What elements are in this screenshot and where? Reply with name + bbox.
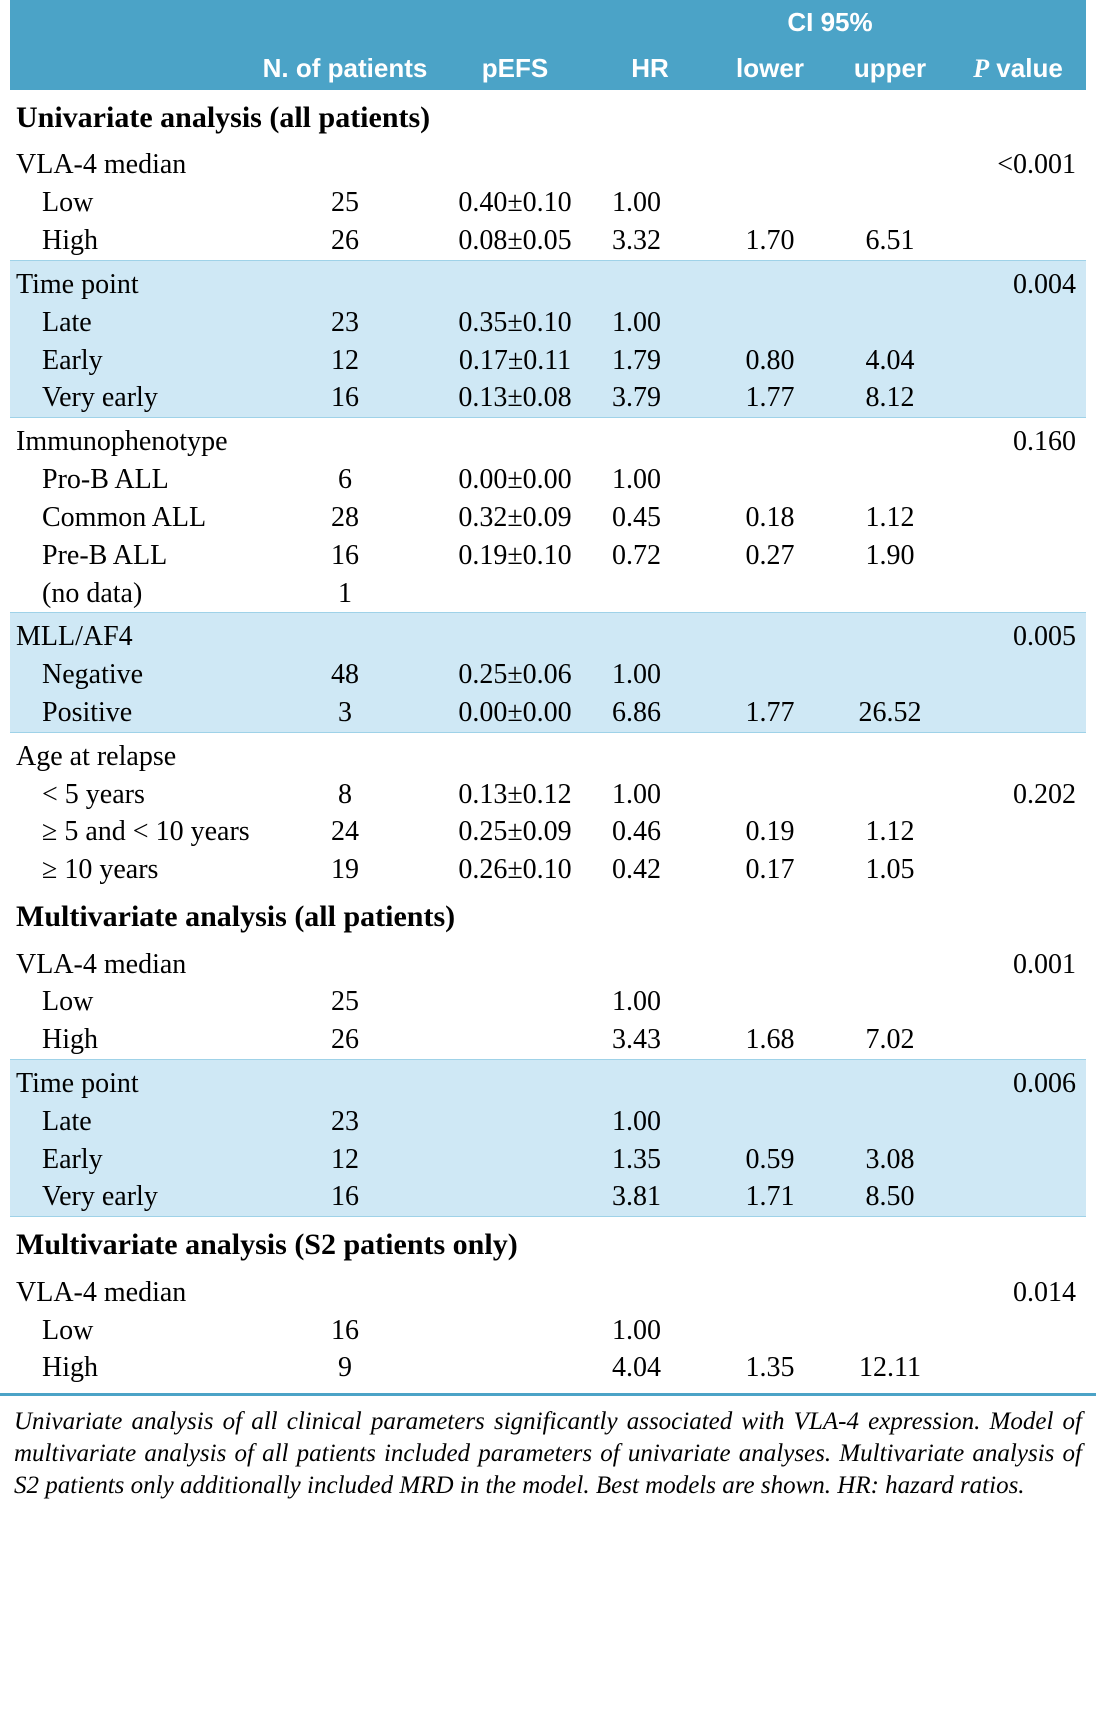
row-hr: 6.86 bbox=[590, 694, 710, 732]
group-p-value: <0.001 bbox=[997, 149, 1076, 181]
row-pefs: 0.08±0.05 bbox=[458, 225, 572, 257]
row-n-patients: 23 bbox=[250, 304, 440, 342]
table-row bbox=[10, 537, 1086, 575]
row-ci-lower: 1.68 bbox=[745, 1024, 795, 1056]
row-ci-lower bbox=[710, 304, 830, 342]
header-col-ci-lower: lower bbox=[710, 40, 830, 90]
row-p-value bbox=[950, 694, 1086, 732]
group-p-value bbox=[950, 732, 1086, 775]
row-ci-lower bbox=[710, 575, 830, 613]
row-label: Pro-B ALL bbox=[42, 464, 169, 496]
header-blank-n bbox=[250, 0, 440, 40]
row-n-patients: 16 bbox=[331, 539, 359, 571]
row-label: Late bbox=[10, 1103, 250, 1141]
row-pefs bbox=[440, 1349, 590, 1387]
header-blank-hr bbox=[590, 0, 710, 40]
row-p-value bbox=[950, 379, 1086, 417]
header-blank-pefs bbox=[440, 0, 590, 40]
group-ci-lower bbox=[710, 941, 830, 984]
header-row-columns bbox=[10, 40, 1086, 90]
row-n-patients: 1 bbox=[338, 577, 352, 609]
row-ci-upper bbox=[830, 575, 950, 613]
header-ci-group: CI 95% bbox=[710, 0, 950, 40]
row-label: Low bbox=[42, 187, 94, 219]
group-hr bbox=[590, 141, 710, 184]
row-pefs: 0.25±0.06 bbox=[440, 656, 590, 694]
table-row bbox=[10, 1021, 1086, 1059]
row-n-patients: 8 bbox=[338, 778, 352, 810]
group-pefs bbox=[440, 941, 590, 984]
row-p-value bbox=[950, 461, 1086, 499]
row-hr: 1.00 bbox=[590, 304, 710, 342]
group-hr bbox=[590, 1060, 710, 1103]
row-pefs bbox=[440, 983, 590, 1021]
footnote-text: Univariate analysis of all clinical parameters significantly associated with VLA-4 expression. Model of multivariate analysis of all patients included parameters of univariate analyses. Multivariate analysis of S2 patients only additionally included MRD in the model. Best models are shown. HR: hazard ratios. bbox=[14, 1408, 1082, 1500]
section-title-row bbox=[10, 1217, 1086, 1269]
group-n bbox=[250, 613, 440, 656]
row-p-value bbox=[950, 983, 1086, 1021]
row-pefs: 0.26±0.10 bbox=[458, 854, 572, 886]
section-title-row bbox=[10, 889, 1086, 940]
group-name: Time point bbox=[10, 1060, 250, 1103]
row-n-patients: 48 bbox=[250, 656, 440, 694]
header-col-hr: HR bbox=[590, 40, 710, 90]
row-ci-lower bbox=[710, 461, 830, 499]
row-ci-upper bbox=[830, 1103, 950, 1141]
row-p-value bbox=[950, 813, 1086, 851]
group-p-value: 0.001 bbox=[1013, 948, 1076, 980]
row-ci-lower: 0.17 bbox=[745, 854, 795, 886]
section-title: Multivariate analysis (S2 patients only) bbox=[16, 1228, 518, 1262]
header-col-p-value bbox=[950, 40, 1086, 90]
group-header-row bbox=[10, 1060, 1086, 1103]
table-row bbox=[10, 575, 1086, 613]
row-p-value bbox=[950, 1103, 1086, 1141]
group-ci-upper bbox=[830, 418, 950, 461]
table-row bbox=[10, 1312, 1086, 1350]
header-col-ci-upper: upper bbox=[830, 40, 950, 90]
table-row bbox=[10, 379, 1086, 417]
row-p-value bbox=[950, 656, 1086, 694]
row-ci-lower bbox=[710, 656, 830, 694]
row-pefs bbox=[440, 1103, 590, 1141]
row-p-value bbox=[950, 1312, 1086, 1350]
row-p-value bbox=[950, 342, 1086, 380]
row-n-patients: 16 bbox=[250, 1178, 440, 1216]
row-n-patients: 12 bbox=[250, 1141, 440, 1179]
row-hr bbox=[590, 575, 710, 613]
row-ci-upper: 1.12 bbox=[865, 501, 915, 533]
row-pefs: 0.35±0.10 bbox=[440, 304, 590, 342]
row-ci-upper bbox=[830, 776, 950, 814]
group-p-value: 0.005 bbox=[950, 613, 1086, 656]
row-p-value bbox=[950, 575, 1086, 613]
table-row bbox=[10, 461, 1086, 499]
row-ci-lower bbox=[710, 1103, 830, 1141]
row-p-value bbox=[950, 304, 1086, 342]
row-ci-upper: 26.52 bbox=[830, 694, 950, 732]
row-p-value bbox=[950, 851, 1086, 889]
group-ci-lower bbox=[710, 1269, 830, 1312]
row-label: Late bbox=[10, 304, 250, 342]
table-row bbox=[10, 813, 1086, 851]
table-row bbox=[10, 983, 1086, 1021]
row-pefs: 0.32±0.09 bbox=[458, 501, 572, 533]
table-row bbox=[10, 499, 1086, 537]
row-hr: 4.04 bbox=[612, 1352, 661, 1384]
group-n bbox=[250, 260, 440, 303]
row-p-value bbox=[950, 1021, 1086, 1059]
group-hr bbox=[590, 260, 710, 303]
group-pefs bbox=[440, 732, 590, 775]
row-p-value bbox=[950, 222, 1086, 260]
group-p-value: 0.006 bbox=[950, 1060, 1086, 1103]
row-n-patients: 12 bbox=[250, 342, 440, 380]
group-name: VLA-4 median bbox=[16, 1276, 187, 1308]
row-p-value bbox=[950, 499, 1086, 537]
group-hr bbox=[590, 941, 710, 984]
group-ci-upper bbox=[830, 1060, 950, 1103]
row-hr: 1.35 bbox=[590, 1141, 710, 1179]
row-n-patients: 19 bbox=[331, 854, 359, 886]
group-header-row bbox=[10, 732, 1086, 775]
row-hr: 1.00 bbox=[590, 656, 710, 694]
row-ci-lower: 0.18 bbox=[745, 501, 795, 533]
group-ci-lower bbox=[710, 260, 830, 303]
row-pefs: 0.13±0.12 bbox=[458, 778, 572, 810]
row-ci-upper: 7.02 bbox=[865, 1024, 915, 1056]
header-col-n-patients: N. of patients bbox=[250, 40, 440, 90]
row-hr: 0.42 bbox=[612, 854, 661, 886]
header-blank bbox=[10, 0, 250, 40]
row-label: Pre-B ALL bbox=[42, 539, 168, 571]
row-hr: 1.00 bbox=[612, 464, 661, 496]
group-ci-lower bbox=[710, 732, 830, 775]
group-n bbox=[250, 732, 440, 775]
table-row bbox=[10, 656, 1086, 694]
group-ci-lower bbox=[710, 1060, 830, 1103]
group-n bbox=[250, 141, 440, 184]
group-ci-lower bbox=[710, 418, 830, 461]
table-row bbox=[10, 1349, 1086, 1387]
row-label: Low bbox=[42, 986, 94, 1018]
row-hr: 1.00 bbox=[590, 1103, 710, 1141]
row-ci-lower: 0.27 bbox=[745, 539, 795, 571]
group-ci-upper bbox=[830, 141, 950, 184]
group-hr bbox=[590, 1269, 710, 1312]
p-value-rest: value bbox=[989, 53, 1063, 84]
row-ci-upper bbox=[830, 656, 950, 694]
group-name: Immunophenotype bbox=[16, 426, 228, 458]
row-n-patients: 16 bbox=[250, 379, 440, 417]
table-row bbox=[10, 776, 1086, 814]
table-row bbox=[10, 1103, 1086, 1141]
row-p-value: 0.202 bbox=[1013, 778, 1076, 810]
row-label: High bbox=[42, 225, 98, 257]
group-p-value: 0.014 bbox=[1013, 1276, 1076, 1308]
row-pefs bbox=[440, 1178, 590, 1216]
row-label: Early bbox=[10, 1141, 250, 1179]
group-ci-upper bbox=[830, 260, 950, 303]
header-col-label bbox=[10, 40, 250, 90]
group-n bbox=[250, 941, 440, 984]
row-p-value bbox=[950, 1141, 1086, 1179]
row-label: High bbox=[42, 1352, 98, 1384]
row-label: ≥ 5 and < 10 years bbox=[42, 816, 250, 848]
group-n bbox=[250, 418, 440, 461]
table-body bbox=[10, 90, 1086, 1387]
row-ci-upper: 1.12 bbox=[865, 816, 915, 848]
row-ci-lower: 1.77 bbox=[710, 379, 830, 417]
group-ci-upper bbox=[830, 1269, 950, 1312]
results-table bbox=[10, 0, 1086, 1387]
row-hr: 0.72 bbox=[612, 539, 661, 571]
table-row bbox=[10, 851, 1086, 889]
row-hr: 3.81 bbox=[590, 1178, 710, 1216]
row-ci-upper: 4.04 bbox=[830, 342, 950, 380]
group-ci-lower bbox=[710, 141, 830, 184]
row-n-patients: 6 bbox=[338, 464, 352, 496]
row-label: ≥ 10 years bbox=[42, 854, 159, 886]
row-hr: 3.32 bbox=[612, 225, 661, 257]
row-label: Very early bbox=[10, 379, 250, 417]
row-hr: 1.00 bbox=[612, 1314, 661, 1346]
row-n-patients: 25 bbox=[331, 986, 359, 1018]
row-n-patients: 24 bbox=[331, 816, 359, 848]
row-ci-upper: 3.08 bbox=[830, 1141, 950, 1179]
row-label: Positive bbox=[10, 694, 250, 732]
group-p-value: 0.160 bbox=[1013, 426, 1076, 458]
section-title: Univariate analysis (all patients) bbox=[16, 101, 431, 134]
row-ci-upper bbox=[830, 461, 950, 499]
group-pefs bbox=[440, 1060, 590, 1103]
header-blank-p bbox=[950, 0, 1086, 40]
row-ci-lower bbox=[710, 184, 830, 222]
group-name: Time point bbox=[10, 260, 250, 303]
row-ci-upper: 1.90 bbox=[865, 539, 915, 571]
row-hr: 3.79 bbox=[590, 379, 710, 417]
row-ci-upper: 1.05 bbox=[865, 854, 915, 886]
group-header-row bbox=[10, 1269, 1086, 1312]
row-hr: 1.00 bbox=[612, 986, 661, 1018]
row-label: Very early bbox=[10, 1178, 250, 1216]
table-row bbox=[10, 1178, 1086, 1216]
group-header-row bbox=[10, 613, 1086, 656]
row-ci-lower: 1.77 bbox=[710, 694, 830, 732]
group-ci-upper bbox=[830, 941, 950, 984]
row-n-patients: 28 bbox=[331, 501, 359, 533]
row-ci-lower bbox=[710, 983, 830, 1021]
table-footnote bbox=[0, 1393, 1096, 1518]
row-ci-lower: 1.35 bbox=[745, 1352, 795, 1384]
row-n-patients: 26 bbox=[331, 225, 359, 257]
row-ci-lower: 1.70 bbox=[745, 225, 795, 257]
row-label: Low bbox=[42, 1314, 94, 1346]
row-n-patients: 3 bbox=[250, 694, 440, 732]
table-header bbox=[10, 0, 1086, 90]
row-p-value bbox=[950, 184, 1086, 222]
table-row bbox=[10, 184, 1086, 222]
group-hr bbox=[590, 613, 710, 656]
group-name: Age at relapse bbox=[16, 740, 177, 772]
row-p-value bbox=[950, 537, 1086, 575]
row-label: Early bbox=[10, 342, 250, 380]
row-ci-upper: 8.12 bbox=[830, 379, 950, 417]
group-pefs bbox=[440, 418, 590, 461]
row-ci-lower: 0.80 bbox=[710, 342, 830, 380]
row-pefs: 0.00±0.00 bbox=[458, 464, 572, 496]
group-name: VLA-4 median bbox=[16, 948, 187, 980]
row-hr: 0.45 bbox=[612, 501, 661, 533]
row-p-value bbox=[950, 1178, 1086, 1216]
row-pefs: 0.25±0.09 bbox=[458, 816, 572, 848]
row-ci-lower bbox=[710, 1312, 830, 1350]
table-row bbox=[10, 304, 1086, 342]
group-p-value: 0.004 bbox=[950, 260, 1086, 303]
row-ci-lower: 1.71 bbox=[710, 1178, 830, 1216]
row-pefs: 0.13±0.08 bbox=[440, 379, 590, 417]
row-label: High bbox=[42, 1024, 98, 1056]
row-n-patients: 23 bbox=[250, 1103, 440, 1141]
group-name: MLL/AF4 bbox=[10, 613, 250, 656]
table-row bbox=[10, 342, 1086, 380]
row-n-patients: 26 bbox=[331, 1024, 359, 1056]
group-name: VLA-4 median bbox=[16, 149, 187, 181]
row-p-value bbox=[950, 1349, 1086, 1387]
table-row bbox=[10, 694, 1086, 732]
group-header-row bbox=[10, 418, 1086, 461]
group-header-row bbox=[10, 260, 1086, 303]
group-pefs bbox=[440, 1269, 590, 1312]
row-label: < 5 years bbox=[42, 778, 145, 810]
group-ci-upper bbox=[830, 613, 950, 656]
p-italic: P bbox=[973, 54, 990, 84]
row-ci-lower: 0.59 bbox=[710, 1141, 830, 1179]
group-hr bbox=[590, 418, 710, 461]
row-n-patients: 9 bbox=[338, 1352, 352, 1384]
group-pefs bbox=[440, 260, 590, 303]
row-pefs bbox=[440, 1021, 590, 1059]
group-header-row bbox=[10, 141, 1086, 184]
header-col-pefs: pEFS bbox=[440, 40, 590, 90]
row-ci-upper bbox=[830, 304, 950, 342]
row-label: (no data) bbox=[42, 577, 143, 609]
row-hr: 0.46 bbox=[612, 816, 661, 848]
row-ci-upper: 8.50 bbox=[830, 1178, 950, 1216]
table-row bbox=[10, 1141, 1086, 1179]
row-ci-lower: 0.19 bbox=[745, 816, 795, 848]
row-hr: 1.00 bbox=[612, 778, 661, 810]
section-title: Multivariate analysis (all patients) bbox=[16, 900, 456, 934]
row-pefs bbox=[440, 575, 590, 613]
row-n-patients: 16 bbox=[331, 1314, 359, 1346]
row-hr: 3.43 bbox=[612, 1024, 661, 1056]
row-pefs: 0.17±0.11 bbox=[440, 342, 590, 380]
table-row bbox=[10, 222, 1086, 260]
row-ci-upper bbox=[830, 983, 950, 1021]
group-pefs bbox=[440, 613, 590, 656]
row-hr: 1.79 bbox=[590, 342, 710, 380]
header-row-ci bbox=[10, 0, 1086, 40]
row-ci-upper: 12.11 bbox=[859, 1352, 921, 1384]
row-hr: 1.00 bbox=[612, 187, 661, 219]
row-label: Common ALL bbox=[42, 501, 207, 533]
row-n-patients: 25 bbox=[331, 187, 359, 219]
row-pefs: 0.40±0.10 bbox=[458, 187, 572, 219]
row-label: Negative bbox=[10, 656, 250, 694]
group-hr bbox=[590, 732, 710, 775]
row-ci-lower bbox=[710, 776, 830, 814]
group-n bbox=[250, 1269, 440, 1312]
row-ci-upper bbox=[830, 1312, 950, 1350]
group-pefs bbox=[440, 141, 590, 184]
section-title-row bbox=[10, 90, 1086, 141]
row-pefs bbox=[440, 1312, 590, 1350]
group-header-row bbox=[10, 941, 1086, 984]
row-pefs bbox=[440, 1141, 590, 1179]
group-ci-upper bbox=[830, 732, 950, 775]
row-ci-upper bbox=[830, 184, 950, 222]
group-n bbox=[250, 1060, 440, 1103]
row-pefs: 0.00±0.00 bbox=[440, 694, 590, 732]
row-ci-upper: 6.51 bbox=[865, 225, 915, 257]
row-pefs: 0.19±0.10 bbox=[458, 539, 572, 571]
group-ci-lower bbox=[710, 613, 830, 656]
